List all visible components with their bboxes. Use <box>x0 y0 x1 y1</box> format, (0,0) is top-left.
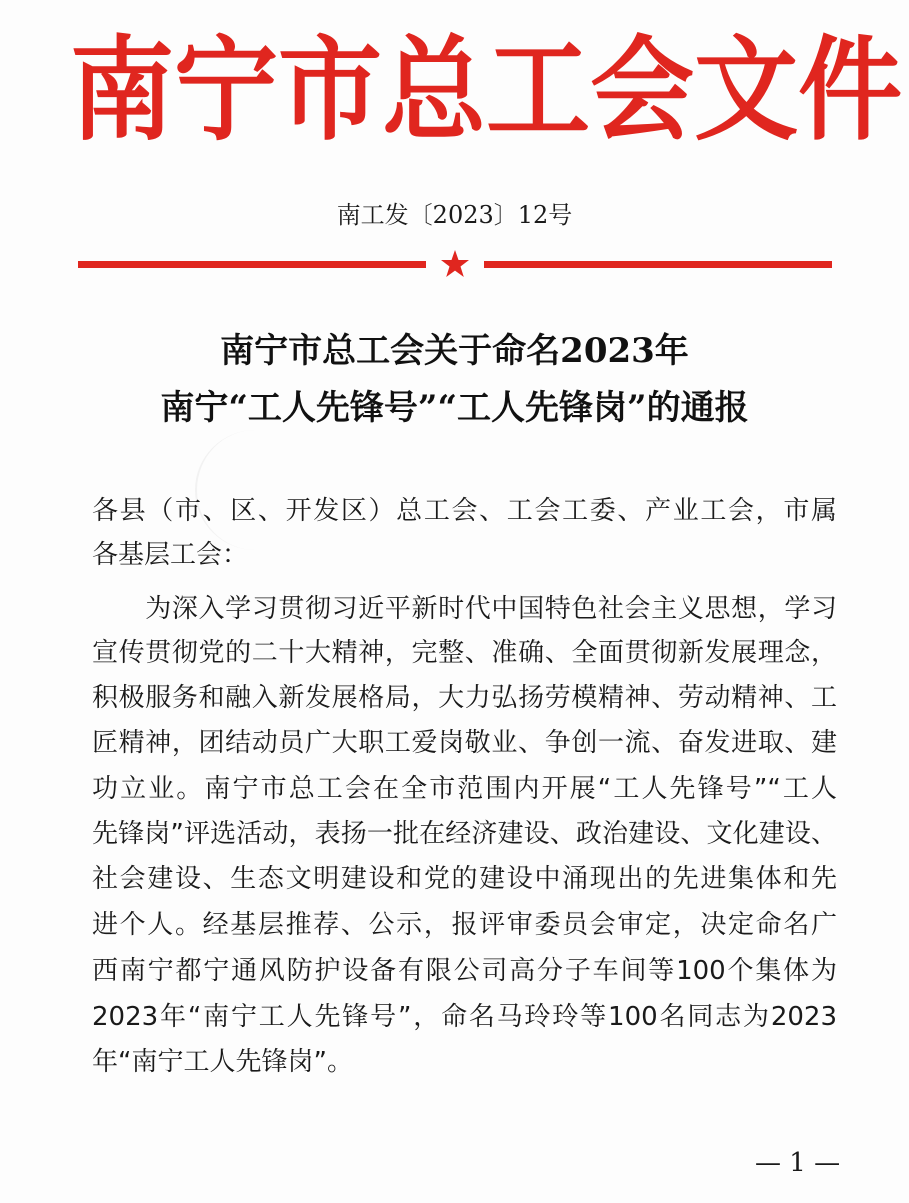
body-line: 年“南宁工人先锋岗”。 <box>92 1047 353 1077</box>
masthead-char: 市 <box>278 24 383 156</box>
body-line: 功立业。南宁市总工会在全市范围内开展“工人先锋号”“工人 <box>92 774 837 804</box>
body-line: 各基层工会： <box>92 540 249 570</box>
body-line: 匠精神，团结动员广大职工爱岗敬业、争创一流、奋发进取、建 <box>92 728 837 758</box>
masthead-char: 工 <box>486 24 591 156</box>
page-number: — 1 — <box>755 1148 841 1178</box>
notice-title-line-2: 南宁“工人先锋号”“工人先锋岗”的通报 <box>160 388 749 428</box>
masthead-char: 南 <box>70 24 175 156</box>
document-number: 南工发〔2023〕12号 <box>336 201 573 229</box>
masthead-char: 文 <box>694 24 799 156</box>
body-line: 西南宁都宁通风防护设备有限公司高分子车间等100个集体为 <box>92 956 837 986</box>
body-line: 为深入学习贯彻习近平新时代中国特色社会主义思想，学习 <box>92 594 837 624</box>
body-line: 2023年“南宁工人先锋号”，命名马玲玲等100名同志为2023 <box>92 1002 837 1032</box>
star-icon <box>440 249 470 279</box>
body-line: 先锋岗”评选活动，表扬一批在经济建设、政治建设、文化建设、 <box>92 819 837 849</box>
body-line: 宣传贯彻党的二十大精神，完整、准确、全面贯彻新发展理念， <box>92 638 837 668</box>
masthead-char: 会 <box>590 24 695 156</box>
masthead-char: 件 <box>798 24 903 156</box>
divider-right-rule <box>484 261 832 268</box>
body-line: 进个人。经基层推荐、公示，报评审委员会审定，决定命名广 <box>92 910 837 940</box>
masthead-char: 总 <box>382 24 487 156</box>
body-line: 积极服务和融入新发展格局，大力弘扬劳模精神、劳动精神、工 <box>92 683 837 713</box>
divider-left-rule <box>78 261 426 268</box>
masthead-char: 宁 <box>174 24 279 156</box>
body-line: 社会建设、生态文明建设和党的建设中涌现出的先进集体和先 <box>92 864 837 894</box>
notice-title-line-1: 南宁市总工会关于命名2023年 <box>220 331 689 371</box>
body-line: 各县（市、区、开发区）总工会、工会工委、产业工会，市属 <box>92 496 837 526</box>
masthead-title <box>70 24 903 156</box>
